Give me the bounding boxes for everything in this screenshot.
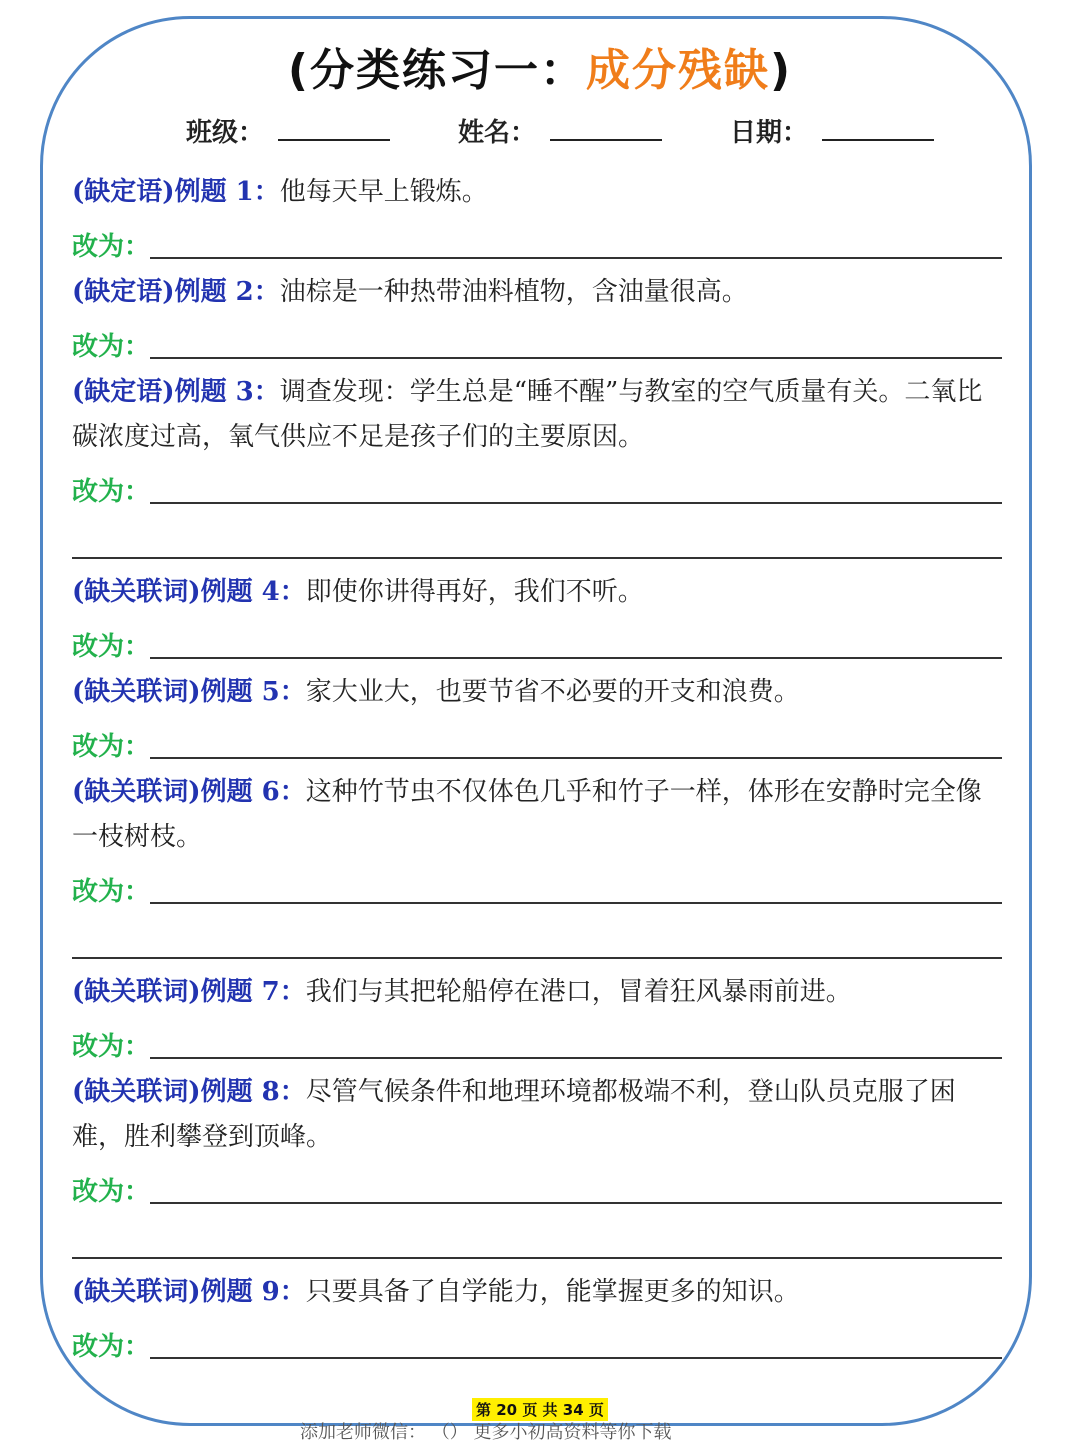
answer-line-extra[interactable] [72, 557, 1002, 559]
question-text: 油棕是一种热带油料植物，含油量很高。 [279, 277, 748, 307]
question-tag: (缺关联词)例题 6： [72, 777, 306, 807]
name-field [458, 112, 662, 149]
page-number: 第 20 页 共 34 页 [472, 1398, 608, 1421]
answer-line[interactable] [150, 502, 1002, 504]
question-tag: (缺关联词)例题 5： [72, 677, 306, 707]
date-field [730, 112, 934, 149]
title-highlight: 成分残缺 [586, 45, 770, 96]
question-tag: (缺关联词)例题 7： [72, 977, 306, 1007]
question-6 [72, 770, 1007, 860]
page-border [40, 16, 1032, 1426]
page-title [0, 34, 1080, 98]
answer-line-extra[interactable] [72, 1257, 1002, 1259]
answer-label: 改为： [72, 732, 151, 762]
answer-label: 改为： [72, 477, 151, 507]
question-2 [72, 270, 1007, 315]
answer-line[interactable] [150, 257, 1002, 259]
question-9 [72, 1270, 1007, 1315]
question-8 [72, 1070, 1007, 1160]
question-text: 我们与其把轮船停在港口，冒着狂风暴雨前进。 [305, 977, 852, 1007]
watermark-text: 添加老师微信： （） 更多小初高资料等你下载 [300, 1422, 672, 1443]
question-7 [72, 970, 1007, 1015]
question-4 [72, 570, 1007, 615]
answer-line[interactable] [150, 1357, 1002, 1359]
answer-line[interactable] [150, 1202, 1002, 1204]
question-tag: (缺定语)例题 2： [72, 277, 280, 307]
answer-line[interactable] [150, 757, 1002, 759]
question-tag: (缺关联词)例题 9： [72, 1277, 306, 1307]
answer-line[interactable] [150, 1057, 1002, 1059]
title-prefix: (分类练习一： [287, 45, 586, 96]
name-blank[interactable] [550, 119, 662, 141]
date-label: 日期： [730, 118, 809, 148]
class-blank[interactable] [278, 119, 390, 141]
answer-label: 改为： [72, 332, 151, 362]
answer-line[interactable] [150, 902, 1002, 904]
question-text: 家大业大，也要节省不必要的开支和浪费。 [305, 677, 800, 707]
question-text: 调查发现：学生总是“睡不醒”与教室的空气质量有关。二氧比碳浓度过高，氧气供应不足是孩子们的主要原因。 [72, 377, 983, 452]
title-suffix: ) [770, 45, 793, 96]
answer-line[interactable] [150, 357, 1002, 359]
question-tag: (缺关联词)例题 4： [72, 577, 306, 607]
question-5 [72, 670, 1007, 715]
name-label: 姓名： [458, 118, 537, 148]
question-text: 他每天早上锻炼。 [279, 177, 488, 207]
answer-line[interactable] [150, 657, 1002, 659]
question-tag: (缺关联词)例题 8： [72, 1077, 306, 1107]
answer-label: 改为： [72, 1332, 151, 1362]
answer-label: 改为： [72, 877, 151, 907]
answer-label: 改为： [72, 632, 151, 662]
date-blank[interactable] [822, 119, 934, 141]
question-text: 这种竹节虫不仅体色几乎和竹子一样，体形在安静时完全像一枝树枝。 [72, 777, 982, 852]
answer-line-extra[interactable] [72, 957, 1002, 959]
answer-label: 改为： [72, 232, 151, 262]
question-text: 即使你讲得再好，我们不听。 [305, 577, 644, 607]
answer-label: 改为： [72, 1032, 151, 1062]
question-tag: (缺定语)例题 3： [72, 377, 280, 407]
class-field [186, 112, 390, 149]
question-1 [72, 170, 1007, 215]
answer-label: 改为： [72, 1177, 151, 1207]
question-text: 尽管气候条件和地理环境都极端不利，登山队员克服了困难，胜利攀登到顶峰。 [72, 1077, 956, 1152]
question-text: 只要具备了自学能力，能掌握更多的知识。 [305, 1277, 800, 1307]
class-label: 班级： [186, 118, 265, 148]
question-tag: (缺定语)例题 1： [72, 177, 280, 207]
question-3 [72, 370, 1007, 460]
